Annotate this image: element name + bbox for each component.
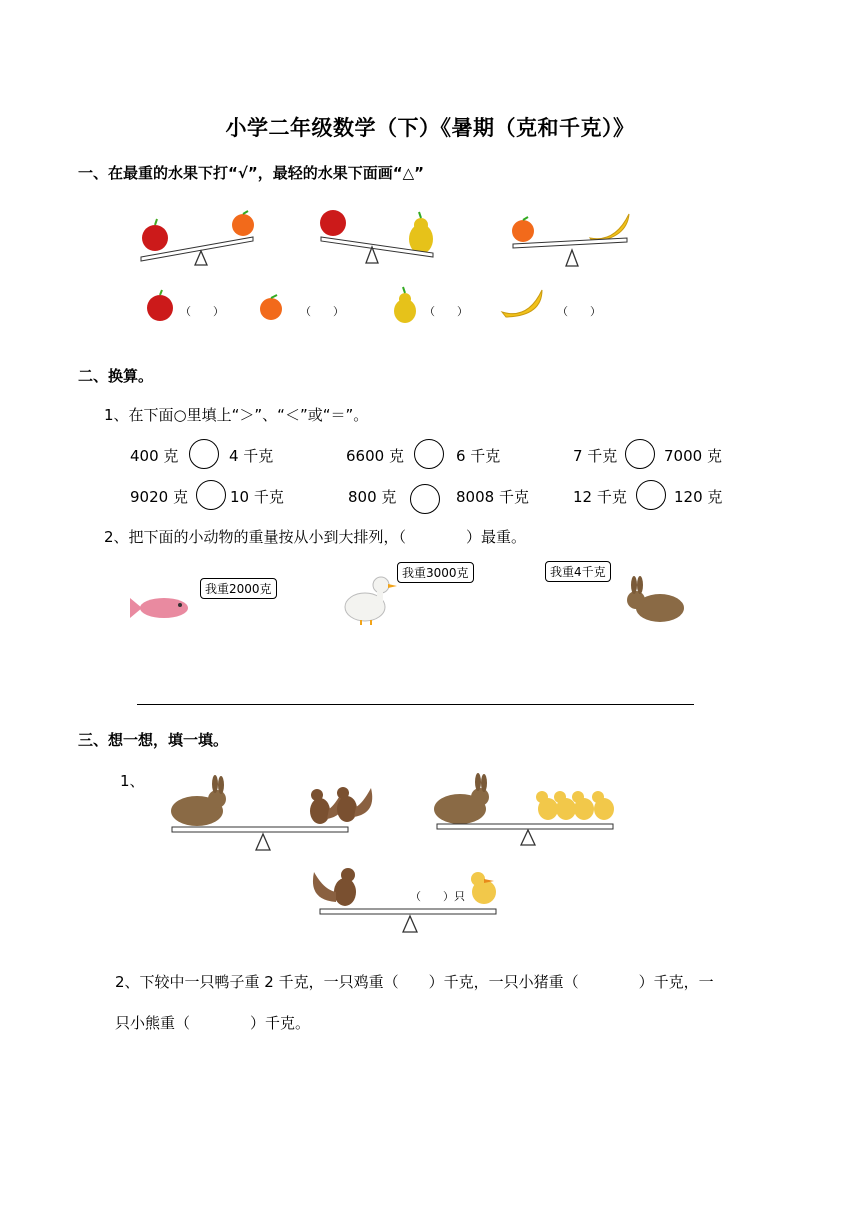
rabbit-icon bbox=[171, 775, 226, 826]
compare-left: 400 克 bbox=[130, 447, 179, 465]
apple-icon bbox=[146, 290, 176, 324]
chick-icon bbox=[471, 872, 496, 904]
compare-circle[interactable] bbox=[625, 439, 655, 469]
compare-circle[interactable] bbox=[636, 480, 666, 510]
balance-apple-pear bbox=[315, 203, 440, 268]
rabbit-icon bbox=[624, 578, 688, 624]
duck-icon bbox=[343, 573, 398, 625]
section1-heading: 一、在最重的水果下打“√”，最轻的水果下面画“△” bbox=[78, 164, 424, 182]
compare-right: 7000 克 bbox=[664, 447, 722, 465]
apple-icon bbox=[320, 210, 346, 236]
compare-right: 6 千克 bbox=[456, 447, 501, 465]
section2-heading: 二、换算。 bbox=[78, 367, 154, 385]
apple-icon bbox=[142, 225, 168, 251]
compare-left: 7 千克 bbox=[573, 447, 618, 465]
balance-answer-blank[interactable]: （ ）只 bbox=[410, 890, 465, 903]
fish-icon bbox=[130, 593, 195, 623]
compare-right: 10 千克 bbox=[230, 488, 284, 506]
compare-right: 120 克 bbox=[674, 488, 723, 506]
question-2-2: 2、把下面的小动物的重量按从小到大排列，（ ）最重。 bbox=[104, 528, 527, 546]
rabbit-icon bbox=[434, 773, 489, 824]
question-3-2-line1: 2、下较中一只鸭子重 2 千克，一只鸡重（ ）千克，一只小猪重（ ）千克，一 bbox=[115, 973, 714, 991]
compare-circle[interactable] bbox=[189, 439, 219, 469]
compare-circle[interactable] bbox=[196, 480, 226, 510]
chick-icon bbox=[592, 791, 614, 820]
compare-right: 4 千克 bbox=[229, 447, 274, 465]
answer-blank-apple[interactable]: （ ） bbox=[180, 305, 224, 318]
banana-icon bbox=[500, 288, 545, 320]
speech-bubble-rabbit: 我重4千克 bbox=[545, 561, 611, 582]
question-3-1-label: 1、 bbox=[120, 772, 145, 790]
chick-icon bbox=[572, 791, 594, 820]
orange-icon bbox=[512, 220, 534, 242]
balance-rabbit-squirrels bbox=[165, 775, 385, 855]
answer-blank-orange[interactable]: （ ） bbox=[300, 305, 344, 318]
answer-blank-pear[interactable]: （ ） bbox=[424, 305, 468, 318]
compare-left: 6600 克 bbox=[346, 447, 404, 465]
question-3-2-line2: 只小熊重（ ）千克。 bbox=[115, 1014, 311, 1032]
compare-right: 8008 千克 bbox=[456, 488, 529, 506]
squirrel-icon bbox=[337, 787, 372, 822]
compare-left: 9020 克 bbox=[130, 488, 188, 506]
balance-rabbit-chicks bbox=[430, 775, 640, 850]
answer-blank-banana[interactable]: （ ） bbox=[557, 305, 601, 318]
balance-apple-orange bbox=[135, 205, 260, 270]
compare-circle[interactable] bbox=[410, 484, 440, 514]
compare-circle[interactable] bbox=[414, 439, 444, 469]
compare-left: 12 千克 bbox=[573, 488, 627, 506]
squirrel-icon bbox=[313, 868, 356, 906]
speech-bubble-fish: 我重2000克 bbox=[200, 578, 277, 599]
compare-left: 800 克 bbox=[348, 488, 397, 506]
pear-icon bbox=[390, 286, 420, 324]
speech-bubble-duck: 我重3000克 bbox=[397, 562, 474, 583]
page-title: 小学二年级数学（下）《暑期（克和千克）》 bbox=[225, 116, 635, 140]
balance-squirrel-chick bbox=[300, 862, 510, 937]
orange-icon bbox=[232, 214, 254, 236]
question-2-1: 1、在下面○里填上“＞”、“＜”或“＝”。 bbox=[104, 406, 369, 424]
answer-line[interactable] bbox=[137, 704, 694, 705]
balance-orange-banana bbox=[505, 208, 635, 270]
section3-heading: 三、想一想，填一填。 bbox=[78, 731, 229, 749]
orange-icon bbox=[258, 293, 288, 323]
